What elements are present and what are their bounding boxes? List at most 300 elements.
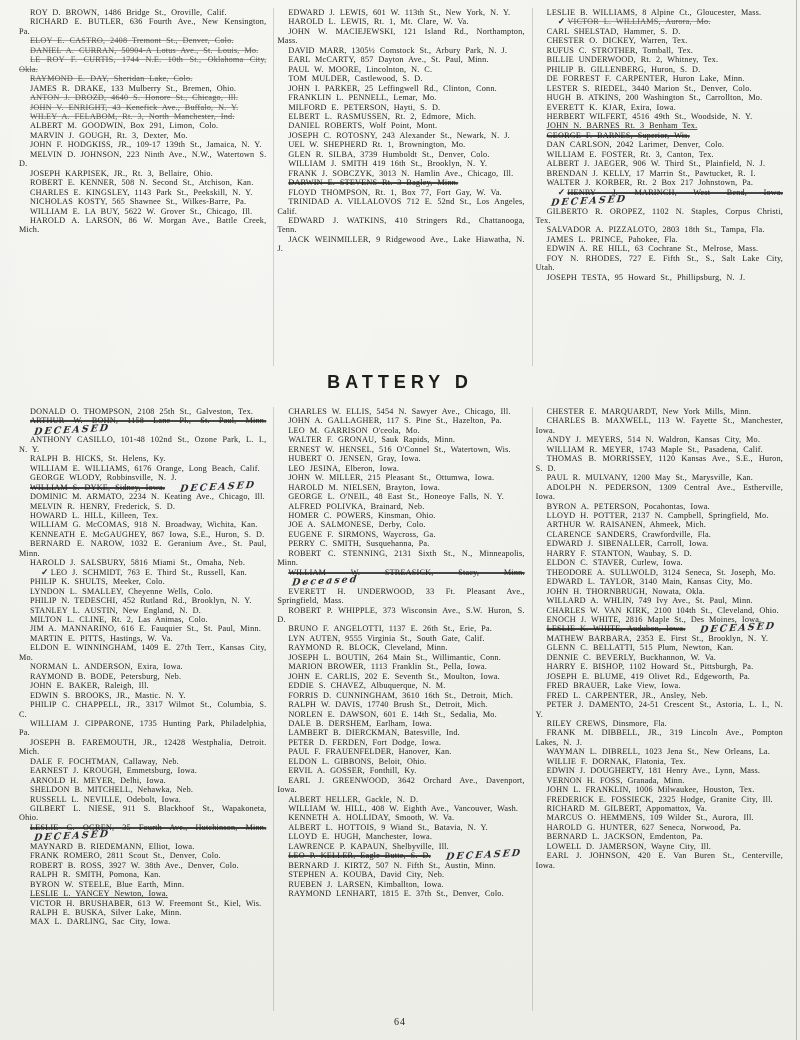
- roster-entry: [19, 103, 266, 112]
- roster-entry-text: DALE B. DERSHEM, Earlham, Iowa.: [288, 718, 432, 728]
- roster-entry-text: LEO M. GARRISON O'ceola, Mo.: [288, 425, 420, 435]
- roster-entry: [277, 681, 524, 690]
- roster-entry: [19, 454, 266, 463]
- roster-entry-text: CHARLES W. ELLIS, 5454 N. Sawyer Ave., Chicago, Ill.: [288, 407, 511, 416]
- roster-entry-text: MAYNARD B. RIEDEMANN, Elliot, Iowa.: [30, 841, 195, 851]
- roster-entry-text: LLOYD E. HUGH, Manchester, Iowa.: [288, 832, 433, 842]
- roster-entry-text: CHESTER O. DICKEY, Warren, Tex.: [546, 36, 688, 46]
- roster-entry: [277, 416, 524, 425]
- roster-entry: [19, 691, 266, 700]
- roster-entry: [277, 539, 524, 548]
- roster-entry-text: CHARLES E. KINGSLEY, 1143 Park St., Peekskill, N. Y.: [30, 187, 253, 197]
- handwritten-deceased-note: Deceased: [291, 574, 360, 589]
- roster-entry: [536, 473, 783, 482]
- roster-entry-text: CARL SHELSTAD, Hammer, S. D.: [546, 26, 681, 36]
- roster-entry-text: MARION BROWER, 1113 Franklin St., Pella, Iowa.: [288, 662, 487, 672]
- roster-entry: [536, 36, 783, 45]
- roster-entry-text: EDWIN S. BROOKS, JR., Mastic. N. Y.: [30, 690, 186, 700]
- roster-entry-text: FORRIS D. CUNNINGHAM, 3610 16th St., Detroit, Mich.: [288, 690, 514, 700]
- roster-entry: [536, 273, 783, 282]
- roster-entry-text: MILTON L. CLINE, Rt. 2, Las Animas, Colo.: [30, 614, 208, 624]
- roster-entry: [19, 880, 266, 889]
- battery-d-columns: [0, 399, 800, 1011]
- roster-entry: [277, 643, 524, 652]
- roster-entry: [19, 492, 266, 501]
- roster-entry-text: DONALD O. THOMPSON, 2108 25th St., Galveston, Tex.: [30, 407, 254, 416]
- roster-entry: [19, 606, 266, 615]
- roster-entry-text: JOHN W. MACIEJEWSKI, 121 Island Rd., Northampton, Mass.: [277, 26, 525, 46]
- roster-entry: [277, 832, 524, 841]
- roster-entry: [277, 131, 524, 140]
- roster-entry: [536, 568, 783, 577]
- roster-entry: [277, 795, 524, 804]
- top-column-3: [533, 8, 790, 366]
- roster-entry-text: HUBERT O. JENSEN, Gray, Iowa.: [288, 454, 421, 464]
- roster-entry-text: JOE A. SALMONESE, Derby, Colo.: [288, 520, 426, 530]
- roster-entry-text: VICTOR L. WILLIAMS, Aurora, Mo.: [567, 17, 711, 27]
- roster-entry-text: GLENN C. BELLATTI, 515 Plum, Newton, Kan.: [546, 643, 734, 653]
- roster-entry: [19, 17, 266, 36]
- roster-entry: [19, 178, 266, 187]
- roster-entry: [19, 140, 266, 149]
- roster-entry: [19, 435, 266, 454]
- roster-entry: [277, 140, 524, 149]
- roster-entry-text: EUGENE F. SIRMONS, Waycross, Ga.: [288, 529, 436, 539]
- roster-entry: [19, 150, 266, 169]
- roster-entry: [536, 112, 783, 121]
- roster-entry-text: RAYMOND E. DAY, Sheridan Lake, Colo.: [30, 74, 193, 84]
- roster-entry: [19, 795, 266, 804]
- roster-entry: [277, 728, 524, 737]
- roster-entry-text: EVERETT K. KJAR, Exira, Iowa.: [546, 102, 676, 112]
- roster-entry-text: JOSEPH L. BOUTIN, 264 Main St., Willimantic, Conn.: [288, 652, 501, 662]
- roster-entry: [536, 832, 783, 841]
- roster-entry-text: HAROLD J. SALSBURY, 5816 Miami St., Omaha, Neb.: [30, 558, 246, 568]
- handwritten-deceased-note: DECEASED: [445, 847, 523, 864]
- roster-entry-text: LESLIE K. WHITE, Audubon, Iowa.: [546, 624, 686, 634]
- roster-entry: [19, 93, 266, 102]
- roster-entry-text: WILLIAM J. SMITH 419 16th St., Brooklyn, N. Y.: [288, 159, 488, 169]
- roster-entry: [277, 672, 524, 681]
- roster-entry-text: BYRON W. STEELE, Blue Earth, Minn.: [30, 879, 185, 889]
- roster-entry: [19, 131, 266, 140]
- roster-entry-text: WILEY A. FELABOM, Rt. 3, North Manchester, Ind.: [30, 111, 235, 121]
- roster-entry-text: EDWARD L. TAYLOR, 3140 Main, Kansas City, Mo.: [546, 577, 753, 587]
- roster-entry-text: JOSEPH TESTA, 95 Howard St., Phillipsburg, N. J.: [546, 272, 746, 282]
- roster-entry-text: WILLIAM E. LA BUY, 5622 W. Grover St., Chicago, Ill.: [30, 206, 253, 216]
- roster-entry-text: ARTHUR W. RAISANEN, Ahmeek, Mich.: [546, 520, 706, 530]
- roster-entry-text: TOM MULDER, Castlewood, S. D.: [288, 74, 423, 84]
- roster-entry-text: RUEBEN J. LARSEN, Kimballton, Iowa.: [288, 879, 444, 889]
- roster-entry-text: JOSEPH B. FAREMOUTH, JR., 12428 Westphalia, Detroit. Mich.: [19, 737, 267, 757]
- handwritten-deceased-note: DECEASED: [33, 422, 111, 438]
- roster-entry: [277, 870, 524, 879]
- roster-entry-text: RUSSELL L. NEVILLE, Odebolt, Iowa.: [30, 794, 182, 804]
- roster-entry-text: HUGH B. ATKINS, 200 Washington St., Carrollton, Mo.: [546, 93, 763, 103]
- roster-entry-text: JOHN E. CARLIS, 202 E. Seventh St., Moulton, Iowa.: [288, 671, 500, 681]
- roster-entry-text: CLARENCE SANDERS, Crawfordville, Fla.: [546, 529, 712, 539]
- roster-entry: [277, 662, 524, 671]
- roster-entry: [536, 621, 783, 637]
- roster-entry: [536, 254, 783, 273]
- roster-entry: [536, 131, 783, 140]
- roster-entry: [277, 847, 524, 864]
- roster-entry: [536, 681, 783, 690]
- roster-entry-text: LYNDON L. SMALLEY, Cheyenne Wells, Colo.: [30, 586, 213, 596]
- roster-entry: [19, 568, 266, 577]
- roster-entry-text: WAYMAN L. DIBRELL, 1023 Jena St., New Orleans, La.: [546, 747, 770, 757]
- roster-entry-text: RAYMOND LENHART, 1815 E. 37th St., Denver, Colo.: [288, 889, 504, 899]
- roster-entry: [536, 454, 783, 473]
- roster-entry-text: HAROLD G. HUNTER, 627 Seneca, Norwood, Pa.: [546, 822, 741, 832]
- roster-entry-text: WILLIAM E. WILLIAMS, 6176 Orange, Long Beach, Calif.: [30, 463, 260, 473]
- roster-entry: [277, 653, 524, 662]
- roster-entry-text: LOWELL D. JAMERSON, Wayne City, Ill.: [546, 841, 711, 851]
- roster-entry-text: MARVIN J. GOUGH, Rt. 3, Dexter, Mo.: [30, 130, 188, 140]
- roster-entry: [19, 530, 266, 539]
- roster-entry: [19, 8, 266, 17]
- roster-entry-text: FRANKLIN L. PENNELL, Lemar, Mo.: [288, 93, 437, 103]
- roster-entry-text: JOHN W. MILLER, 215 Pleasant St., Ottumwa, Iowa.: [288, 473, 495, 483]
- roster-entry: [19, 520, 266, 529]
- roster-entry: [536, 747, 783, 756]
- roster-entry-text: LESLIE G. OGREN, 35 Fourth Ave., Hutchinson, Minn.: [30, 822, 267, 832]
- roster-entry-text: KENNEATH E. McGAUGHEY, 867 Iowa, S.E., Huron, S. D.: [30, 529, 265, 539]
- roster-entry: [277, 93, 524, 102]
- roster-entry-text: JOHN E. BAKER, Raleigh, Ill.: [30, 681, 149, 691]
- top-roster-columns: [0, 0, 800, 366]
- roster-entry: [536, 662, 783, 671]
- roster-entry-text: WILLIAM E. FOSTER, Rt. 3, Canton, Tex.: [546, 149, 714, 159]
- roster-entry: [19, 112, 266, 121]
- roster-entry-text: GILBERTO R. OROPEZ, 1102 N. Staples, Corpus Christi, Tex.: [535, 206, 783, 225]
- handwritten-deceased-note: DECEASED: [33, 829, 111, 845]
- roster-entry: [536, 140, 783, 149]
- roster-entry: [536, 511, 783, 520]
- roster-entry: [536, 577, 783, 586]
- roster-entry: [277, 178, 524, 187]
- roster-entry-text: RILEY CREWS, Dinsmore, Fla.: [546, 718, 667, 728]
- roster-entry: [536, 700, 783, 719]
- roster-entry-text: EDWARD J. SIBENALLER, Carroll, Iowa.: [546, 539, 709, 549]
- roster-entry-text: GEORGE L. O'NEIL, 48 East St., Honeoye Falls, N. Y.: [288, 492, 504, 502]
- roster-entry-text: RALPH B. HICKS, St. Helens, Ky.: [30, 454, 166, 464]
- roster-entry-text: EARL J. JOHNSON, 420 E. Van Buren St., Centerville, Iowa.: [535, 851, 783, 870]
- roster-entry-text: ROBERT B. ROSS, 3927 W. 38th Ave., Denver, Colo.: [30, 860, 239, 870]
- roster-entry-text: DANIEL ROBERTS, Wolf Point, Mont.: [288, 121, 438, 131]
- roster-entry-text: PHILIP N. TEDESCHI, 452 Rutland Rd., Brooklyn, N. Y.: [30, 596, 252, 606]
- roster-entry: [19, 662, 266, 671]
- roster-entry-text: HAROLD M. NIELSEN, Brayton, Iowa.: [288, 482, 440, 492]
- roster-entry-text: JACK WEINMILLER, 9 Ridgewood Ave., Lake Hiawatha, N. J.: [277, 234, 525, 254]
- roster-entry-text: FOY N. RHODES, 727 E. Fifth St., S., Salt Lake City, Utah.: [535, 253, 783, 273]
- battery-d-column-1: [16, 407, 274, 1011]
- roster-entry-text: JAMES R. DRAKE, 133 Mulberry St., Bremen, Ohio.: [30, 83, 237, 93]
- roster-entry: [536, 813, 783, 822]
- roster-entry: [277, 776, 524, 795]
- roster-entry: [536, 150, 783, 159]
- roster-entry: [19, 822, 267, 845]
- roster-entry-text: WALTER F. GRONAU, Sauk Rapids, Minn.: [288, 435, 456, 445]
- roster-entry-text: ALBERT J. JAEGER, 906 W. Third St., Plainfield, N. J.: [546, 159, 766, 169]
- roster-entry: [19, 55, 266, 74]
- roster-entry-text: VERNON H. FOSS, Granada, Minn.: [546, 775, 685, 785]
- roster-entry-text: PAUL F. FRAUENFELDER, Hanover, Kan.: [288, 747, 452, 757]
- roster-entry-text: THEODORE A. SULLWOLD, 3124 Seneca, St. Joseph, Mo.: [546, 567, 776, 577]
- roster-entry-text: DE FORREST F. CARPENTER, Huron Lake, Minn.: [546, 74, 745, 84]
- roster-entry-text: FRANK ROMERO, 2811 Scout St., Denver, Colo.: [30, 851, 221, 861]
- roster-entry: [536, 795, 783, 804]
- roster-entry-text: ALBERT L. HOTTOIS, 9 Wiand St., Batavia, N. Y.: [288, 822, 488, 832]
- roster-entry: [277, 407, 524, 416]
- roster-entry-text: WILLIAM S. DYKE, Sidney, Iowa.: [30, 482, 166, 492]
- handwritten-deceased-note: DECEASED: [550, 193, 628, 209]
- roster-entry-text: MAX L. DARLING, Sac City, Iowa.: [30, 917, 171, 927]
- roster-entry: [19, 407, 266, 416]
- roster-entry-text: PHILIP B. GILLENBERG, Huron, S. D.: [546, 64, 701, 74]
- pen-check-mark-icon: ✓: [557, 16, 566, 27]
- roster-entry-text: CHARLES W. VAN KIRK, 2100 104th St., Cleveland, Ohio.: [546, 605, 779, 615]
- roster-entry: [277, 17, 524, 26]
- roster-entry-text: DARWIN E. STEVENS Rt. 3 Bagley, Minn.: [288, 178, 459, 188]
- battery-d-column-3: [533, 407, 790, 1011]
- handwritten-deceased-note: DECEASED: [699, 621, 778, 637]
- roster-entry: [19, 917, 266, 926]
- roster-entry-text: HARRY E. BISHOP, 1102 Howard St., Pittsburgh, Pa.: [546, 662, 754, 672]
- roster-entry-text: HAROLD A. LARSON, 86 W. Morgan Ave., Battle Creek, Mich.: [19, 215, 267, 235]
- roster-entry: [277, 159, 524, 168]
- roster-entry-text: ALFRED POLIVKA, Brainard, Neb.: [288, 501, 425, 511]
- roster-entry: [536, 188, 783, 207]
- roster-entry: [277, 473, 524, 482]
- roster-entry: [277, 889, 524, 898]
- roster-entry: [277, 766, 524, 775]
- roster-entry-text: VICTOR H. BRUSHABER, 613 W. Freemont St., Kiel, Wis.: [30, 898, 262, 908]
- roster-entry: [277, 549, 524, 568]
- roster-entry-text: EDWARD J. LEWIS, 601 W. 113th St., New York, N. Y.: [288, 8, 511, 17]
- roster-entry: [19, 188, 266, 197]
- roster-entry: [536, 842, 783, 851]
- roster-entry: [19, 899, 266, 908]
- roster-entry: [19, 596, 266, 605]
- roster-entry: [19, 738, 266, 757]
- roster-entry-text: PAUL W. MOORE, Lincolnton, N. C.: [288, 64, 433, 74]
- roster-entry-text: DOMINIC M. ARMATO, 2234 N. Keating Ave., Chicago, Ill.: [30, 492, 265, 502]
- roster-entry-text: ELDON E. WINNINGHAM, 1409 E. 27th Terr., Kansas City, Mo.: [19, 643, 267, 662]
- roster-entry: [277, 27, 524, 46]
- roster-entry: [277, 55, 524, 64]
- roster-entry: [277, 804, 524, 813]
- roster-entry: [536, 84, 783, 93]
- roster-entry: [277, 880, 524, 889]
- roster-entry-text: WILLIE F. DORNAK, Flatonia, Tex.: [546, 756, 686, 766]
- roster-entry-text: ANTHONY CASILLO, 101-48 102nd St., Ozone Park, L. I., N. Y.: [19, 435, 267, 454]
- roster-entry: [19, 511, 266, 520]
- roster-entry: [19, 46, 266, 55]
- roster-entry: [277, 634, 524, 643]
- roster-entry: [277, 568, 524, 587]
- roster-entry-text: LE ROY F. CURTIS, 1744 N.E. 10th St., Oklahoma City, Okla.: [19, 55, 267, 74]
- roster-entry-text: FRANK J. SOBCZYK, 3013 N. Hamlin Ave., Chicago, Ill.: [288, 168, 514, 178]
- roster-entry-text: HENRY J. MARINCH, West Bend, Iowa.: [567, 187, 783, 197]
- roster-entry: [19, 766, 266, 775]
- roster-entry-text: ROBERT C. STENNING, 2131 Sixth St., N., Minneapolis, Minn.: [277, 548, 525, 568]
- roster-entry: [19, 74, 266, 83]
- roster-entry-text: JOSEPH KARPISEK, JR., Rt. 3, Bellaire, Ohio.: [30, 168, 213, 178]
- roster-entry: [536, 74, 783, 83]
- roster-entry: [536, 587, 783, 596]
- roster-entry: [19, 169, 266, 178]
- roster-entry: [277, 483, 524, 492]
- roster-entry: [277, 46, 524, 55]
- roster-entry: [19, 197, 266, 206]
- roster-entry-text: TRINIDAD A. VILLALOVOS 712 E. 52nd St., Los Angeles, Calif.: [277, 197, 525, 216]
- roster-entry-text: RALPH W. DAVIS, 17740 Brush St., Detroit, Mich.: [288, 700, 488, 710]
- roster-entry-text: HARRY F. STANTON, Waubay, S. D.: [546, 548, 692, 558]
- roster-entry-text: JOSEPH E. BLUME, 419 Olivet Rd., Edgeworth, Pa.: [546, 671, 751, 681]
- roster-entry-text: FLOYD THOMPSON, Rt. 1, Box 77, Fort Gay, W. Va.: [288, 187, 502, 197]
- roster-entry: [19, 908, 266, 917]
- roster-entry-text: HERBERT WILFERT, 4516 49th St., Woodside, N. Y.: [546, 111, 753, 121]
- roster-entry: [536, 93, 783, 102]
- roster-entry-text: LESTER S. RIEDEL, 3440 Marion St., Denver, Colo.: [546, 83, 752, 93]
- roster-entry-text: RUFUS C. STROTHER, Tomball, Tex.: [546, 45, 694, 55]
- roster-entry: [536, 728, 783, 747]
- roster-entry-text: LAWRENCE P. KAPAUN, Shelbyville, Ill.: [288, 841, 449, 851]
- roster-entry-text: JOHN V. ENRIGHT, 43 Kenefick Ave., Buffalo, N. Y.: [30, 102, 239, 112]
- roster-entry: [536, 65, 783, 74]
- roster-entry-text: JAMES L. PRINCE, Pahokee, Fla.: [546, 234, 678, 244]
- roster-entry: [277, 861, 524, 870]
- roster-entry: [536, 17, 783, 26]
- roster-entry: [277, 426, 524, 435]
- roster-entry: [536, 596, 783, 605]
- roster-entry: [536, 445, 783, 454]
- roster-entry: [277, 520, 524, 529]
- roster-entry: [19, 672, 266, 681]
- roster-entry: [19, 889, 266, 898]
- roster-entry-text: WILLIAM G. McCOMAS, 918 N. Broadway, Wichita, Kan.: [30, 520, 258, 530]
- roster-entry-text: ARTHUR W. BOHN, 1158 Lane Pl., St. Paul, Minn.: [30, 416, 267, 426]
- roster-entry-text: PAUL R. MULVANY, 1200 May St., Marysville, Kan.: [546, 473, 753, 483]
- roster-entry: [19, 577, 266, 586]
- roster-entry-text: WALTER J. KORBER, Rt. 2 Box 217 Johnstown, Pa.: [546, 178, 754, 188]
- roster-entry-text: DAVID MARR, 1305½ Comstock St., Arbury Park, N. J.: [288, 45, 508, 55]
- roster-entry-text: NORLEN E. DAWSON, 601 E. 14th St., Sedalia, Mo.: [288, 709, 497, 719]
- roster-entry-text: ERNEST W. HENSEL, 516 O'Connel St., Watertown, Wis.: [288, 444, 511, 454]
- roster-entry-text: RAYMOND B. BODE, Petersburg, Neb.: [30, 671, 182, 681]
- roster-entry-text: NORMAN L. ANDERSON, Exira, Iowa.: [30, 662, 183, 672]
- roster-entry-text: LYN AUTEN, 9555 Virginia St., South Gate, Calif.: [288, 633, 485, 643]
- roster-entry-text: ELBERT L. RASMUSSEN, Rt. 2, Edmore, Mich.: [288, 111, 477, 121]
- roster-entry-text: PETER D. FERDEN, Fort Dodge, Iowa.: [288, 737, 442, 747]
- roster-entry-text: ROY D. BROWN, 1486 Bridge St., Oroville, Calif.: [30, 8, 227, 17]
- roster-entry: [536, 757, 783, 766]
- roster-entry: [277, 757, 524, 766]
- roster-entry-text: EDWARD J. WATKINS, 410 Stringers Rd., Chattanooga, Tenn.: [277, 215, 525, 235]
- roster-entry-text: RALPH R. SMITH, Pomona, Kan.: [30, 870, 161, 880]
- roster-entry: [536, 823, 783, 832]
- roster-entry-text: BERNARD L. JACKSON, Emdenton, Pa.: [546, 832, 703, 842]
- roster-entry: [536, 178, 783, 187]
- roster-entry-text: LEO P. KELLER, Eagle Butte, S. D.: [288, 851, 431, 861]
- roster-entry-text: ANTON J. DROZD, 4640 S. Honore St., Chicago, Ill.: [30, 93, 239, 103]
- roster-entry: [19, 539, 266, 558]
- roster-entry: [19, 643, 266, 662]
- roster-entry-text: GEORGE WLODY, Robbinsville, N. J.: [30, 473, 177, 483]
- roster-entry-text: EDWIN A. RE HILL, 63 Cochrane St., Melrose, Mass.: [546, 244, 759, 254]
- roster-entry-text: JOHN N. BARNES Rt. 3 Benham Tex.: [546, 121, 698, 131]
- roster-entry-text: MILFORD E. PETERSON, Hayti, S. D.: [288, 102, 441, 112]
- roster-entry: [536, 121, 783, 130]
- roster-entry-text: DALE F. FOCHTMAN, Callaway, Neb.: [30, 756, 179, 766]
- roster-entry: [277, 8, 524, 17]
- roster-entry: [19, 624, 266, 633]
- roster-entry-text: GLEN R. SILBA, 3739 Humboldt St., Denver, Colo.: [288, 149, 490, 159]
- roster-entry-text: ELOY E. CASTRO, 2408 Tremont St., Denver, Colo.: [30, 36, 234, 46]
- roster-entry: [536, 225, 783, 234]
- roster-entry: [19, 464, 266, 473]
- roster-entry-text: EVERETT H. UNDERWOOD, 33 Ft. Pleasant Ave., Springfield, Mass.: [277, 586, 525, 606]
- roster-entry: [536, 159, 783, 168]
- roster-entry: [277, 464, 524, 473]
- battery-d-column-2: [274, 407, 532, 1011]
- roster-entry: [277, 823, 524, 832]
- roster-entry: [19, 681, 266, 690]
- roster-entry: [536, 804, 783, 813]
- roster-entry: [19, 558, 266, 567]
- roster-entry-text: JOHN A. GALLAGHER, 117 S. Pine St., Hazelton, Pa.: [288, 416, 502, 426]
- roster-entry-text: FREDERICK E. FOSSIECK, 2325 Hodge, Granite City, Ill.: [546, 794, 773, 804]
- top-column-1: [16, 8, 274, 366]
- roster-entry-text: WILLIAM R. MEYER, 1743 Maple St., Pasadena, Calif.: [546, 444, 763, 454]
- roster-entry-text: HAROLD L. LEWIS, Rt. 1, Mt. Clare, W. Va.: [288, 17, 469, 27]
- roster-entry-text: STEPHEN A. KOUBA, David City, Neb.: [288, 870, 445, 880]
- roster-entry: [277, 700, 524, 709]
- roster-entry-text: PHILIP K. SHULTS, Meeker, Colo.: [30, 577, 165, 587]
- top-column-2: [274, 8, 532, 366]
- roster-entry-text: NICHOLAS KOSTY, 565 Shawnee St., Wilkes-Barre, Pa.: [30, 197, 247, 207]
- roster-entry-text: ANDY J. MEYERS, 514 N. Waldron, Kansas City, Mo.: [546, 435, 761, 445]
- roster-entry-text: ALBERT HELLER, Gackle, N. D.: [288, 794, 419, 804]
- roster-entry-text: GILBERT L. NIESE, 911 S. Blackhoof St., Wapakoneta, Ohio.: [19, 804, 267, 823]
- roster-entry-text: MARTIN E. PITTS, Hastings, W. Va.: [30, 633, 173, 643]
- roster-entry: [536, 55, 783, 64]
- roster-entry: [277, 112, 524, 121]
- roster-entry-text: LLOYD H. POTTER, 2137 N. Campbell, Springfield, Mo.: [546, 510, 769, 520]
- roster-entry: [536, 416, 783, 435]
- roster-entry: [277, 747, 524, 756]
- pen-check-mark-icon: ✓: [41, 566, 49, 577]
- roster-entry: [277, 216, 524, 235]
- roster-entry: [536, 606, 783, 615]
- roster-entry-text: CHESTER E. MARQUARDT, New York Mills, Minn.: [546, 407, 752, 416]
- roster-entry: [19, 757, 266, 766]
- roster-entry: [277, 502, 524, 511]
- roster-entry: [19, 700, 266, 719]
- roster-entry: [536, 785, 783, 794]
- roster-entry-text: PHILIP C. CHAPPELL, JR., 3317 Wilmot St., Columbia, S. C.: [19, 700, 267, 719]
- roster-entry-text: RAYMOND R. BLOCK, Cleveland, Minn.: [288, 643, 448, 653]
- roster-entry: [536, 539, 783, 548]
- roster-entry: [277, 84, 524, 93]
- roster-entry: [277, 235, 524, 254]
- roster-entry-text: WILLIAM J. CIPPARONE, 1735 Hunting Park, Philadelphia, Pa.: [19, 718, 267, 738]
- roster-entry-text: HOMER C. POWERS, Kinsman, Ohio.: [288, 510, 436, 520]
- roster-entry-text: DAN CARLSON, 2042 Larimer, Denver, Colo.: [546, 140, 725, 150]
- roster-entry: [536, 672, 783, 681]
- roster-entry: [277, 719, 524, 728]
